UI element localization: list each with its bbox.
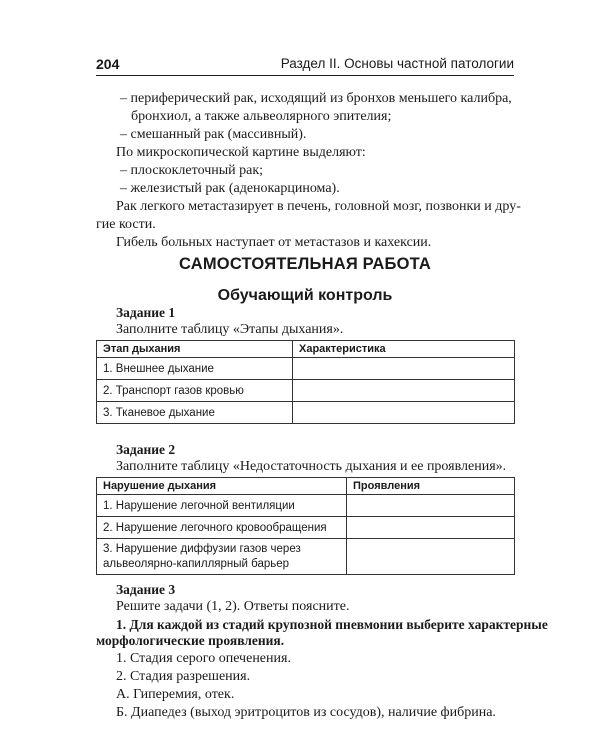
subsection-heading: Обучающий контроль bbox=[217, 287, 393, 304]
table-cell: 3. Тканевое дыхание bbox=[97, 402, 293, 424]
cell-line: альвеолярно-капиллярный барьер bbox=[103, 557, 290, 570]
table-row bbox=[97, 380, 515, 402]
table-header: Нарушение дыхания bbox=[97, 478, 347, 495]
respiratory-failure-table bbox=[96, 477, 515, 575]
intro-line: – железистый рак (аденокарцинома). bbox=[120, 181, 340, 196]
task2-title: Задание 2 bbox=[116, 442, 176, 457]
section-title: Раздел II. Основы частной патологии bbox=[280, 56, 514, 71]
task3-instruction: Решите задачи (1, 2). Ответы поясните. bbox=[116, 599, 350, 614]
task1-instruction: Заполните таблицу «Этапы дыхания». bbox=[116, 322, 344, 337]
intro-line: Рак легкого метастазирует в печень, головной мозг, позвонки и дру- bbox=[116, 199, 521, 214]
table-header: Проявления bbox=[347, 478, 515, 495]
task3-question: морфологические проявления. bbox=[96, 633, 285, 648]
intro-line: По микроскопической картине выделяют: bbox=[116, 145, 366, 160]
task3-item: А. Гиперемия, отек. bbox=[116, 687, 235, 702]
task3-item: Б. Диапедез (выход эритроцитов из сосудов), наличие фибрина. bbox=[116, 705, 496, 720]
table-header: Этап дыхания bbox=[97, 341, 293, 358]
table-cell-empty bbox=[293, 402, 515, 424]
table-row bbox=[97, 517, 515, 539]
table-row bbox=[97, 358, 515, 380]
section-heading: САМОСТОЯТЕЛЬНАЯ РАБОТА bbox=[179, 255, 431, 273]
table-cell-empty bbox=[293, 358, 515, 380]
table-row bbox=[97, 402, 515, 424]
table-cell bbox=[97, 539, 347, 575]
intro-line: гие кости. bbox=[96, 217, 156, 232]
task3-question: 1. Для каждой из стадий крупозной пневмонии выберите характерные bbox=[116, 617, 548, 632]
task3-title: Задание 3 bbox=[116, 582, 176, 597]
table-row bbox=[97, 495, 515, 517]
table-cell-empty bbox=[293, 380, 515, 402]
breathing-stages-table bbox=[96, 340, 515, 424]
table-cell-empty bbox=[347, 495, 515, 517]
task2-instruction: Заполните таблицу «Недостаточность дыхания и ее проявления». bbox=[116, 459, 507, 474]
header-divider bbox=[96, 75, 514, 76]
table-cell-empty bbox=[347, 539, 515, 575]
page-number: 204 bbox=[96, 56, 120, 72]
running-header bbox=[96, 54, 514, 74]
table-cell: 2. Нарушение легочного кровообращения bbox=[97, 517, 347, 539]
table-cell: 2. Транспорт газов кровью bbox=[97, 380, 293, 402]
intro-line: бронхиол, а также альвеолярного эпителия; bbox=[131, 109, 392, 124]
table-row bbox=[97, 539, 515, 575]
intro-line: – смешанный рак (массивный). bbox=[120, 127, 307, 142]
task3-item: 2. Стадия разрешения. bbox=[116, 669, 251, 684]
table-header: Характеристика bbox=[293, 341, 515, 358]
task3-item: 1. Стадия серого опеченения. bbox=[116, 651, 291, 666]
cell-line: 3. Нарушение диффузии газов через bbox=[103, 542, 301, 555]
table-cell: 1. Внешнее дыхание bbox=[97, 358, 293, 380]
intro-line: Гибель больных наступает от метастазов и кахексии. bbox=[116, 235, 432, 250]
intro-line: – плоскоклеточный рак; bbox=[120, 163, 264, 178]
intro-line: – периферический рак, исходящий из бронхов меньшего калибра, bbox=[120, 91, 512, 106]
table-cell: 1. Нарушение легочной вентиляции bbox=[97, 495, 347, 517]
table-cell-empty bbox=[347, 517, 515, 539]
task1-title: Задание 1 bbox=[116, 305, 176, 320]
